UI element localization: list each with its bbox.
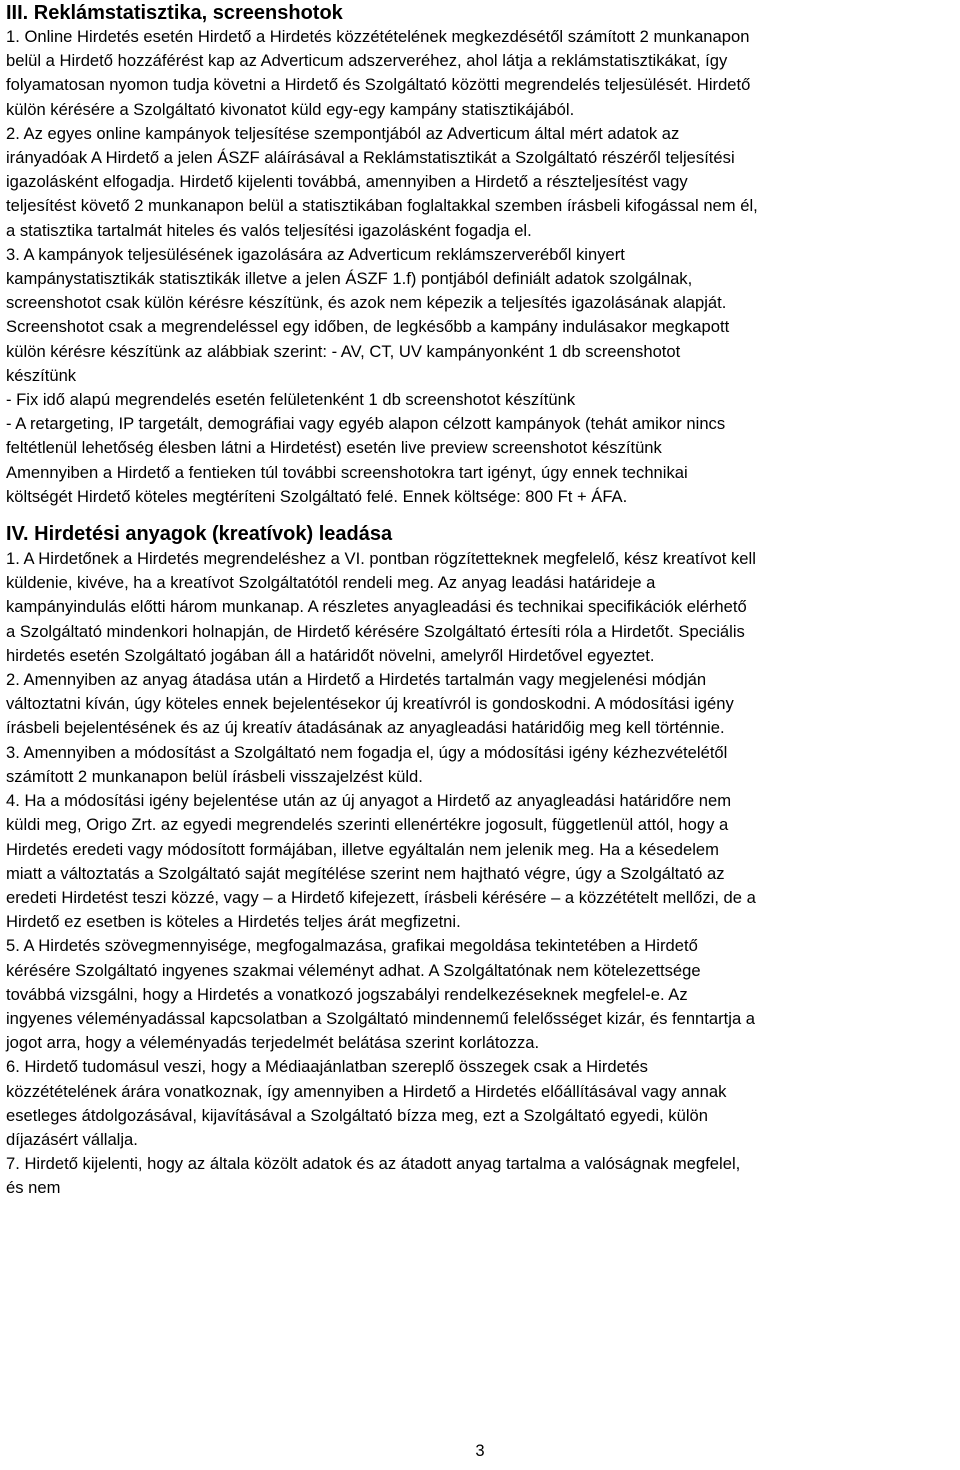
- text-line: a Szolgáltató mindenkori holnapján, de Hirdető kérésére Szolgáltató értesíti róla a Hirdetőt. Speciális: [6, 621, 745, 641]
- section-title-hirdetesi-anyagok: IV. Hirdetési anyagok (kreatívok) leadása: [6, 523, 393, 546]
- text-line: kampánystatisztikák statisztikák illetve a jelen ÁSZF 1.f) pontjából definiált adatok szolgálnak,: [6, 269, 693, 289]
- text-line: készítünk: [6, 365, 77, 385]
- text-line: 3. A kampányok teljesülésének igazolására az Adverticum reklámszerveréből kinyert: [6, 244, 625, 264]
- text-line: 5. A Hirdetés szövegmennyisége, megfogalmazása, grafikai megoldása tekintetében a Hirdető: [6, 936, 698, 956]
- text-line: esetleges átdolgozásával, kijavításával a Szolgáltató bízza meg, ezt a Szolgáltató egyedi, külön: [6, 1105, 708, 1125]
- text-line: 7. Hirdető kijelenti, hogy az általa közölt adatok és az átadott anyag tartalma a valóságnak megfelel,: [6, 1154, 741, 1174]
- page-number: 3: [475, 1441, 485, 1460]
- text-line: külön kérésre készítünk az alábbiak szerint: - AV, CT, UV kampányonként 1 db screenshotot: [6, 341, 681, 361]
- text-line: eredeti Hirdetést teszi közzé, vagy – a Hirdető kifejezett, írásbeli kérésére – a közzétételt mellőzi, de a: [6, 887, 756, 907]
- text-line: küldi meg, Origo Zrt. az egyedi megrendelés szerinti ellenértékre jogosult, függetlenül attól, hogy a: [6, 815, 729, 835]
- section-body-reklamstatisztika: [6, 25, 958, 509]
- text-line: közzétételének árára vonatkoznak, így amennyiben a Hirdető a Hirdetés előállításával vagy annak: [6, 1081, 727, 1101]
- text-line: screenshotot csak külön kérésre készítünk, és azok nem képezik a teljesítés igazolásának alapját.: [6, 293, 727, 313]
- text-line: 1. Online Hirdetés esetén Hirdető a Hirdetés közzétételének megkezdésétől számított 2 munkanapon: [6, 27, 750, 46]
- text-line: belül a Hirdető hozzáférést kap az Adverticum adszerveréhez, ahol látja a reklámstatisztikákat, így: [6, 51, 728, 71]
- text-line: továbbá vizsgálni, hogy a Hirdetés a vonatkozó jogszabályi rendelkezéseknek megfelel-e. Az: [6, 984, 688, 1004]
- text-line: külön kérésére a Szolgáltató kivonatot küld egy-egy kampány statisztikájából.: [6, 99, 575, 119]
- text-line: küldenie, kivéve, ha a kreatívot Szolgáltatótól rendeli meg. Az anyag leadási határideje a: [6, 573, 656, 593]
- text-line: díjazásért vállalja.: [6, 1129, 138, 1149]
- text-line: kampányindulás előtti három munkanap. A részletes anyagleadási és technikai specifikációk elérhető: [6, 597, 747, 617]
- text-line: jogot arra, hogy a véleményadás terjedelmét belátása szerint korlátozza.: [6, 1033, 540, 1053]
- text-line: a statisztika tartalmát hiteles és valós teljesítési igazolásként fogadja el.: [6, 220, 532, 240]
- text-line: írásbeli bejelentésének és az új kreatív átadásának az anyagleadási határidőig meg kell történnie.: [6, 718, 725, 738]
- text-line: Screenshotot csak a megrendeléssel egy időben, de legkésőbb a kampány indulásakor megkapott: [6, 317, 730, 337]
- text-line: - Fix idő alapú megrendelés esetén felületenként 1 db screenshotot készítünk: [6, 390, 576, 410]
- text-line: kérésére Szolgáltató ingyenes szakmai véleményt adhat. A Szolgáltatónak nem kötelezettsége: [6, 960, 701, 980]
- text-line: 1. A Hirdetőnek a Hirdetés megrendeléshez a VI. pontban rögzítetteknek megfelelő, kész kreatívot kell: [6, 549, 756, 569]
- text-line: - A retargeting, IP targetált, demográfiai vagy egyéb alapon célzott kampányok (tehát amikor nincs: [6, 414, 726, 434]
- text-line: teljesítést követő 2 munkanapon belül a statisztikában foglaltakkal szemben írásbeli kifogással nem él,: [6, 196, 758, 216]
- text-line: 2. Amennyiben az anyag átadása után a Hirdető a Hirdetés tartalmán vagy megjelenési módján: [6, 670, 707, 690]
- text-line: 3. Amennyiben a módosítást a Szolgáltató nem fogadja el, úgy a módosítási igény kézhezvételétől: [6, 742, 728, 762]
- text-line: Amennyiben a Hirdető a fentieken túl további screenshotokra tart igényt, úgy ennek technikai: [6, 462, 688, 482]
- text-line: költségét Hirdető köteles megtéríteni Szolgáltató felé. Ennek költsége: 800 Ft + ÁFA.: [6, 486, 628, 506]
- text-line: irányadóak A Hirdető a jelen ÁSZF aláírásával a Reklámstatisztikát a Szolgáltató részéről teljesítési: [6, 148, 735, 168]
- section-title-reklamstatisztika: III. Reklámstatisztika, screenshotok: [6, 2, 343, 24]
- text-line: folyamatosan nyomon tudja követni a Hirdető és Szolgáltató közötti megrendelés teljesülését. Hirdető: [6, 75, 751, 95]
- text-line: ingyenes véleményadással kapcsolatban a Szolgáltató mindennemű felelősséget kizár, és fenntartja a: [6, 1008, 756, 1028]
- text-line: számított 2 munkanapon belül írásbeli visszajelzést küld.: [6, 766, 423, 786]
- text-line: és nem: [6, 1178, 61, 1198]
- document-page: [6, 0, 958, 1201]
- text-line: 4. Ha a módosítási igény bejelentése után az új anyagot a Hirdető az anyagleadási határidőre nem: [6, 791, 732, 811]
- text-line: miatt a változtatás a Szolgáltató saját megítélése szerint nem hajtható végre, úgy a Szolgáltató az: [6, 863, 725, 883]
- text-line: Hirdetés eredeti vagy módosított formájában, illetve egyáltalán nem jelenik meg. Ha a késedelem: [6, 839, 719, 859]
- section-spacer: [6, 509, 958, 521]
- section-body-hirdetesi-anyagok: [6, 547, 958, 1200]
- text-line: Hirdető ez esetben is köteles a Hirdetés teljes árát megfizetni.: [6, 912, 461, 932]
- text-line: változtatni kíván, úgy köteles ennek bejelentésekor új kreatívról is gondoskodni. A módosítási igény: [6, 694, 734, 714]
- text-line: igazolásként elfogadja. Hirdető kijelenti továbbá, amennyiben a Hirdető a részteljesítést vagy: [6, 172, 688, 192]
- text-line: 6. Hirdető tudomásul veszi, hogy a Médiaajánlatban szereplő összegek csak a Hirdetés: [6, 1057, 648, 1077]
- text-line: 2. Az egyes online kampányok teljesítése szempontjából az Adverticum által mért adatok az: [6, 123, 680, 143]
- text-line: hirdetés esetén Szolgáltató jogában áll a határidőt növelni, amelyről Hirdetővel egyeztet.: [6, 645, 655, 665]
- text-line: feltétlenül lehetőség élesben látni a Hirdetést) esetén live preview screenshotot készítünk: [6, 438, 662, 458]
